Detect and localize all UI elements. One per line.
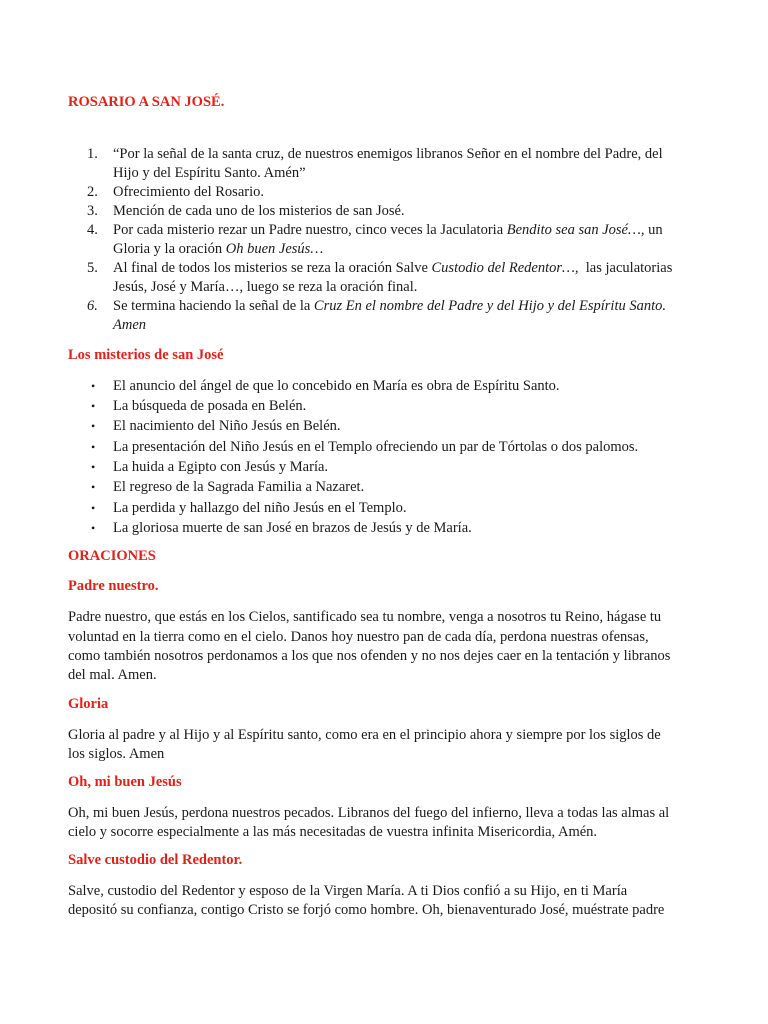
page-title: ROSARIO A SAN JOSÉ. (68, 94, 225, 110)
step-text-italic: Oh buen Jesús… (225, 241, 324, 257)
step-text (113, 259, 672, 278)
bullet-icon: • (91, 419, 96, 433)
step-number: 3. (87, 203, 98, 219)
paragraph-line: Salve, custodio del Redentor y esposo de la Virgen María. A ti Dios confió a su Hijo, en ti María (68, 883, 628, 899)
step-text-part: Gloria y la oración (113, 241, 226, 257)
step-text (113, 297, 666, 316)
step-text-part: Se termina haciendo la señal de la (113, 298, 314, 314)
step-text-italic: Cruz En el nombre del Padre y del Hijo y del Espíritu Santo. (313, 298, 667, 314)
step-number: 6. (87, 298, 98, 314)
bullet-icon: • (91, 460, 96, 474)
step-text (113, 221, 663, 240)
list-item: La gloriosa muerte de san José en brazos de Jesús y de María. (113, 520, 472, 536)
list-item: La perdida y hallazgo del niño Jesús en el Templo. (113, 500, 407, 516)
paragraph-line: Oh, mi buen Jesús, perdona nuestros pecados. Libranos del fuego del infierno, lleva a todas las almas al (68, 805, 670, 821)
prayer-title-jesus: Oh, mi buen Jesús (68, 774, 182, 790)
step-text (113, 316, 146, 335)
step-number: 2. (87, 184, 98, 200)
step-text: Hijo y del Espíritu Santo. Amén” (113, 165, 306, 181)
paragraph-line: depositó su confianza, contigo Cristo se forjó como hombre. Oh, bienaventurado José, muéstrate padre (68, 902, 665, 918)
step-text-italic: Bendito sea san José… (506, 222, 641, 238)
step-number: 4. (87, 222, 98, 238)
bullet-icon: • (91, 440, 96, 454)
bullet-icon: • (91, 521, 96, 535)
bullet-icon: • (91, 379, 96, 393)
step-text: Ofrecimiento del Rosario. (113, 184, 264, 200)
step-number: 5. (87, 260, 98, 276)
list-item: La presentación del Niño Jesús en el Templo ofreciendo un par de Tórtolas o dos palomos. (113, 439, 639, 455)
paragraph-line: Gloria al padre y al Hijo y al Espíritu santo, como era en el principio ahora y siempre por los siglos de (68, 727, 661, 743)
paragraph-line: Padre nuestro, que estás en los Cielos, santificado sea tu nombre, venga a nosotros tu Reino, hágase tu (68, 609, 662, 625)
paragraph-line: del mal. Amen. (68, 667, 157, 683)
step-text-part: las jaculatorias (578, 260, 673, 276)
paragraph-line: voluntad en la tierra como en el cielo. Danos hoy nuestro pan de cada día, perdona nuestras ofensas, (68, 629, 649, 645)
paragraph-line: como también nosotros perdonamos a los que nos ofenden y no nos dejes caer en la tentación y libranos (68, 648, 671, 664)
paragraph-line: cielo y socorre especialmente a las más necesitadas de vuestra infinita Misericordia, Amén. (68, 824, 598, 840)
section-heading-oraciones: ORACIONES (68, 548, 156, 564)
step-text-part: Al final de todos los misterios se reza la oración Salve (113, 260, 432, 276)
paragraph-line: los siglos. Amen (68, 746, 165, 762)
prayer-title-salve: Salve custodio del Redentor. (68, 852, 243, 868)
step-text: “Por la señal de la santa cruz, de nuestros enemigos libranos Señor en el nombre del Padre, del (113, 146, 663, 162)
bullet-icon: • (91, 501, 96, 515)
section-heading-misterios: Los misterios de san José (68, 347, 224, 363)
step-text (113, 240, 323, 259)
step-text: Jesús, José y María…, luego se reza la oración final. (113, 279, 418, 295)
step-number: 1. (87, 146, 98, 162)
step-text: Mención de cada uno de los misterios de san José. (113, 203, 405, 219)
list-item: La búsqueda de posada en Belén. (113, 398, 307, 414)
list-item: El nacimiento del Niño Jesús en Belén. (113, 418, 341, 434)
prayer-title-padre: Padre nuestro. (68, 578, 159, 594)
step-text-italic: Custodio del Redentor…, (431, 260, 579, 276)
prayer-title-gloria: Gloria (68, 696, 109, 712)
bullet-icon: • (91, 480, 96, 494)
step-text-part: , un (640, 222, 663, 238)
list-item: El regreso de la Sagrada Familia a Nazaret. (113, 479, 365, 495)
list-item: El anuncio del ángel de que lo concebido en María es obra de Espíritu Santo. (113, 378, 560, 394)
step-text-italic: Amen (113, 317, 147, 333)
list-item: La huida a Egipto con Jesús y María. (113, 459, 329, 475)
bullet-icon: • (91, 399, 96, 413)
step-text-part: Por cada misterio rezar un Padre nuestro, cinco veces la Jaculatoria (113, 222, 507, 238)
